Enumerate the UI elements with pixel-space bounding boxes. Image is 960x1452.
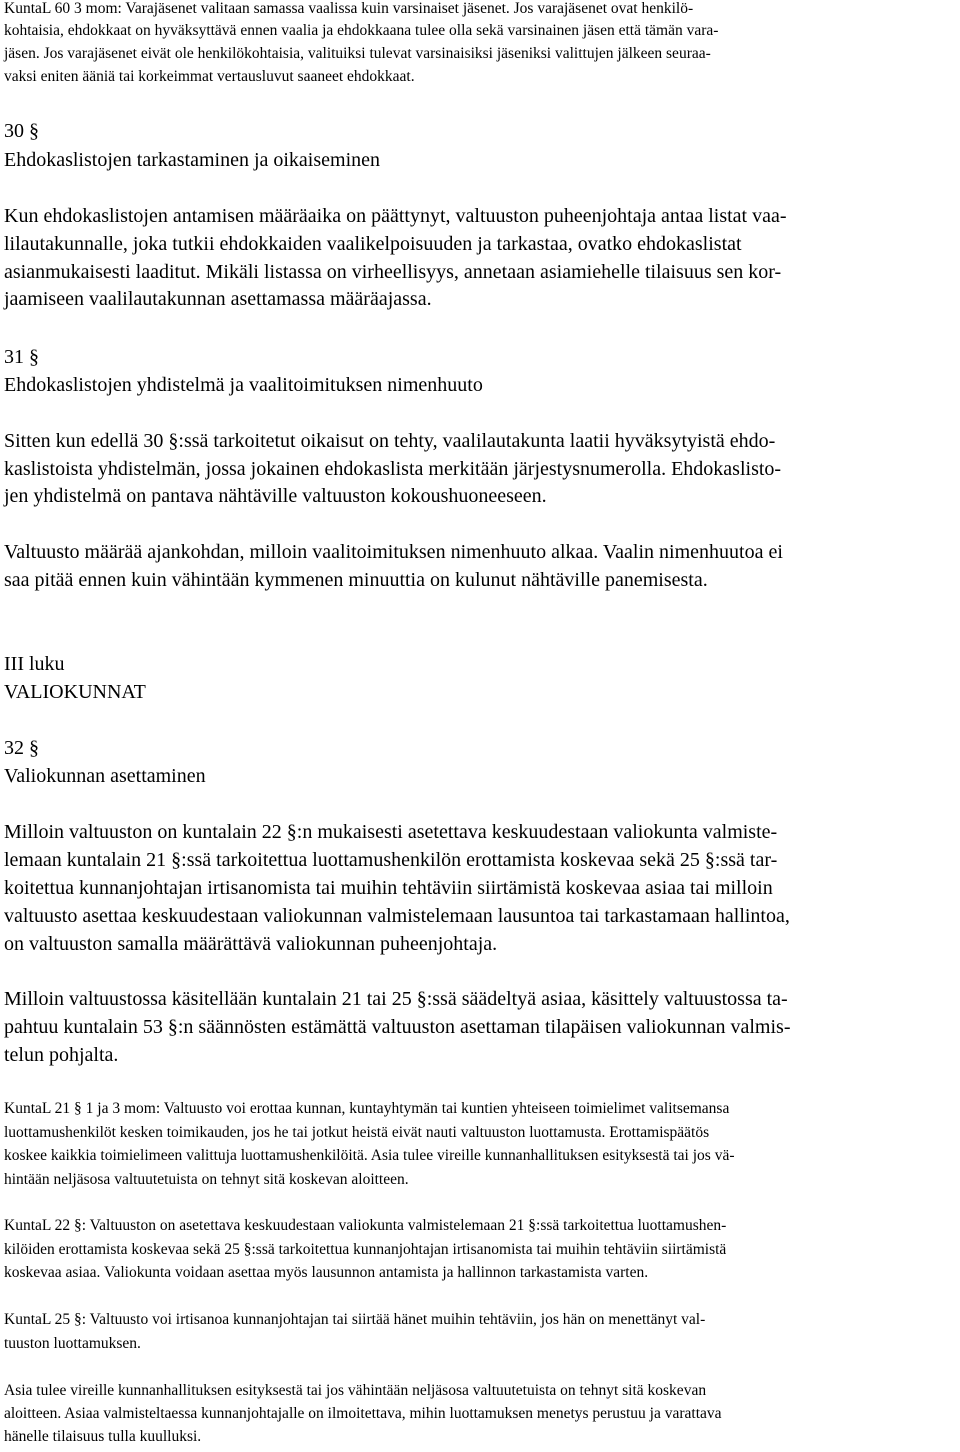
section-title: Ehdokaslistojen yhdistelmä ja vaalitoimituksen nimenhuuto [4,374,483,396]
top-note-line: kohtaisia, ehdokkaat on hyväksyttävä ennen vaalia ja ehdokkaana tulee olla sekä varsinainen jäsen että tämän vara- [4,22,719,39]
section-title: Ehdokaslistojen tarkastaminen ja oikaiseminen [4,149,381,171]
paragraph-line: saa pitää ennen kuin vähintään kymmenen minuuttia on kulunut nähtäville panemisesta. [4,569,708,591]
chapter-title: VALIOKUNNAT [4,681,146,703]
section-number: 30 § [4,120,39,142]
note-line: koskevaa asiaa. Valiokunta voidaan asettaa myös lausunnon antamista ja hallinnon tarkastamista varten. [4,1264,649,1281]
paragraph-line: lilautakunnalle, joka tutkii ehdokkaiden vaalikelpoisuuden ja tarkastaa, ovatko ehdokaslistat [4,233,742,255]
paragraph-line: Kun ehdokaslistojen antamisen määräaika on päättynyt, valtuuston puheenjohtaja antaa listat vaa- [4,205,787,227]
paragraph-line: telun pohjalta. [4,1044,119,1066]
section-title: Valiokunnan asettaminen [4,765,206,787]
note-line: hänelle tilaisuus tulla kuulluksi. [4,1428,202,1445]
note-line: hintään neljäsosa valtuutetuista on tehnyt sitä koskevan aloitteen. [4,1171,409,1188]
note-line: aloitteen. Asiaa valmisteltaessa kunnanjohtajalle on ilmoitettava, mihin luottamuksen menetys perustuu ja varattava [4,1405,722,1422]
paragraph-line: Valtuusto määrää ajankohdan, milloin vaalitoimituksen nimenhuuto alkaa. Vaalin nimenhuutoa ei [4,541,783,563]
note-line: Asia tulee vireille kunnanhallituksen esityksestä tai jos vähintään neljäsosa valtuutetuista on tehnyt sitä koskevan [4,1382,707,1399]
section-number: 31 § [4,346,39,368]
paragraph-line: on valtuuston samalla määrättävä valiokunnan puheenjohtaja. [4,933,498,955]
paragraph-line: kaslistoista yhdistelmän, jossa jokainen ehdokaslista merkitään järjestysnumerolla. Ehdokaslisto- [4,458,782,480]
note-line: KuntaL 22 §: Valtuuston on asetettava keskuudestaan valiokunta valmistelemaan 21 §:ssä tarkoitettua luottamushen- [4,1217,727,1234]
note-line: KuntaL 21 § 1 ja 3 mom: Valtuusto voi erottaa kunnan, kuntayhtymän tai kuntien yhteiseen toimielimet valitsemansa [4,1100,730,1117]
top-note-line: jäsen. Jos varajäsenet eivät ole henkilökohtaisia, valituiksi tulevat varsinaisiksi jäseniksi valittujen jälkeen seuraa- [4,45,711,62]
top-note-line: KuntaL 60 3 mom: Varajäsenet valitaan samassa vaalissa kuin varsinaiset jäsenet. Jos varajäsenet ovat henkilö- [4,0,694,17]
note-line: tuuston luottamuksen. [4,1335,141,1352]
note-line: luottamushenkilöt kesken toimikauden, jos he tai jotkut heistä eivät nauti valtuuston luottamusta. Erottamispäätös [4,1124,710,1141]
paragraph-line: valtuusto asettaa keskuudestaan valiokunnan valmistelemaan lausuntoa tai tarkastamaan hallintoa, [4,905,790,927]
paragraph-line: asianmukaisesti laaditut. Mikäli listassa on virheellisyys, annetaan asiamiehelle tilaisuus sen kor- [4,261,782,283]
paragraph-line: Sitten kun edellä 30 §:ssä tarkoitetut oikaisut on tehty, vaalilautakunta laatii hyväksytyistä ehdo- [4,430,776,452]
paragraph-line: jen yhdistelmä on pantava nähtäville valtuuston kokoushuoneeseen. [4,485,547,507]
paragraph-line: Milloin valtuuston on kuntalain 22 §:n mukaisesti asetettava keskuudestaan valiokunta valmiste- [4,821,778,843]
paragraph-line: Milloin valtuustossa käsitellään kuntalain 21 tai 25 §:ssä säädeltyä asiaa, käsittely valtuustossa ta- [4,988,788,1010]
paragraph-line: lemaan kuntalain 21 §:ssä tarkoitettua luottamushenkilön erottamista koskevaa sekä 25 §:ssä tar- [4,849,778,871]
paragraph-line: koitettua kunnanjohtajan irtisanomista tai muihin tehtäviin siirtämistä koskevaa asiaa tai milloin [4,877,773,899]
section-number: 32 § [4,737,39,759]
note-line: kilöiden erottamista koskevaa sekä 25 §:ssä tarkoitettua kunnanjohtajan irtisanomista tai muihin tehtäviin siirtämistä [4,1241,727,1258]
top-note-line: vaksi eniten ääniä tai korkeimmat vertausluvut saaneet ehdokkaat. [4,68,415,85]
note-line: KuntaL 25 §: Valtuusto voi irtisanoa kunnanjohtajan tai siirtää hänet muihin tehtäviin, jos hän on menettänyt val- [4,1311,706,1328]
note-line: koskee kaikkia toimielimeen valittuja luottamushenkilöitä. Asia tulee vireille kunnanhallituksen esityksestä tai jos vä- [4,1147,735,1164]
paragraph-line: jaamiseen vaalilautakunnan asettamassa määräajassa. [4,288,432,310]
chapter-label: III luku [4,653,65,675]
paragraph-line: pahtuu kuntalain 53 §:n säännösten estämättä valtuuston asettaman tilapäisen valiokunnan valmis- [4,1016,791,1038]
